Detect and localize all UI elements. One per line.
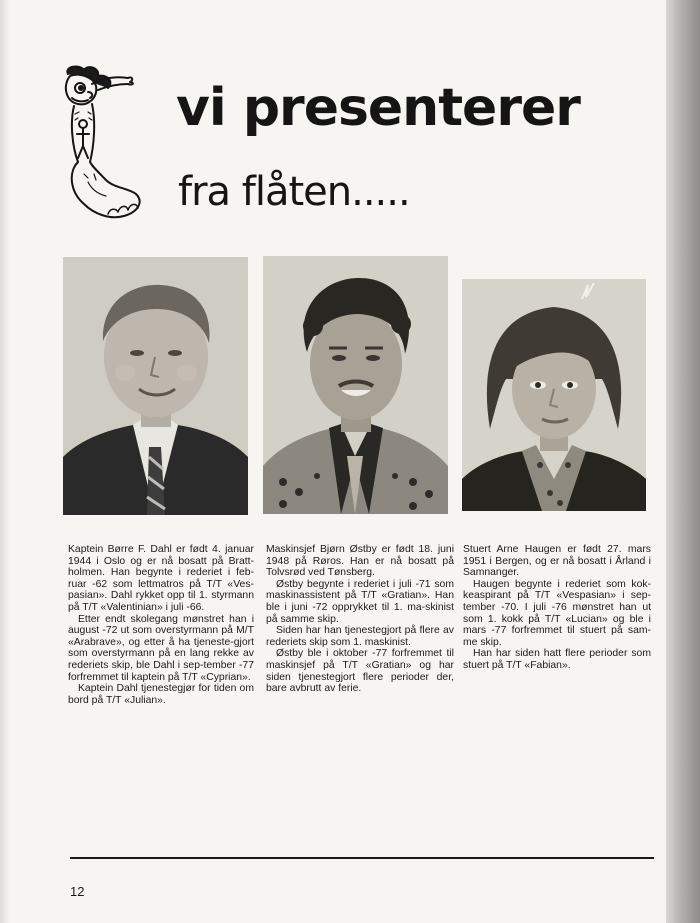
footer-divider	[70, 857, 654, 859]
paragraph: Østby ble i oktober -77 forfremmet til maskinsjef på T/T «Gratian» og har siden tjenestegjort flere perioder der, bare avbrutt av ferie.	[266, 648, 454, 695]
paragraph: Stuert Arne Haugen er født 27. mars 1951 i Bergen, og er nå bosatt i Årland i Samnanger.	[463, 544, 651, 579]
paragraph: Kaptein Dahl tjenestegjør for tiden om bord på T/T «Julian».	[68, 683, 254, 706]
page-number: 12	[70, 884, 85, 899]
portrait-dahl	[63, 257, 248, 515]
portrait-ostby	[263, 256, 448, 514]
article-column-ostby	[266, 544, 454, 695]
paragraph: Siden har han tjenestegjort på flere av rederiets skip som 1. maskinist.	[266, 625, 454, 648]
article-column-haugen	[463, 544, 651, 672]
page-subtitle: fra flåten.....	[178, 169, 410, 215]
cartoon-figure-icon	[58, 62, 153, 224]
paragraph: Kaptein Børre F. Dahl er født 4. januar 1944 i Oslo og er nå bosatt på Bratt-holmen. Han begynte i rederiet i feb-ruar -62 som lettmatros på T/T «Ves-pasian». Dahl rykket opp til 1. styrmann på T/T «Valentinian» i juli -66.	[68, 544, 254, 613]
page-edge	[666, 0, 700, 923]
paragraph: Etter endt skolegang mønstret han i august -72 ut som overstyrmann på M/T «Arabrave», og etter å ha tjeneste-gjort som overstyrmann på en lang rekke av rederiets skip, ble Dahl i sep-tember -77 forfremmet til kaptein på T/T «Cyprian».	[68, 613, 254, 683]
page-title: vi presenterer	[176, 78, 580, 138]
paragraph: Østby begynte i rederiet i juli -71 som maskinassistent på T/T «Gratian». Han ble i juni -72 opprykket til 1. ma-skinist på samme skip.	[266, 578, 454, 625]
paragraph: Haugen begynte i rederiet som kok-keaspirant på T/T «Vespasian» i sep-tember -70. I juli -76 mønstret han ut som 1. kokk på T/T «Lucian» og ble i mars -77 forfremmet til stuert på sam-me skip.	[463, 578, 651, 648]
portrait-haugen	[462, 279, 646, 511]
paragraph: Han har siden hatt flere perioder som stuert på T/T «Fabian».	[463, 648, 651, 671]
binding-shadow	[0, 0, 10, 923]
article-column-dahl	[68, 544, 254, 706]
paragraph: Maskinsjef Bjørn Østby er født 18. juni 1948 på Røros. Han er nå bosatt på Tolvsrød ved Tønsberg.	[266, 544, 454, 579]
